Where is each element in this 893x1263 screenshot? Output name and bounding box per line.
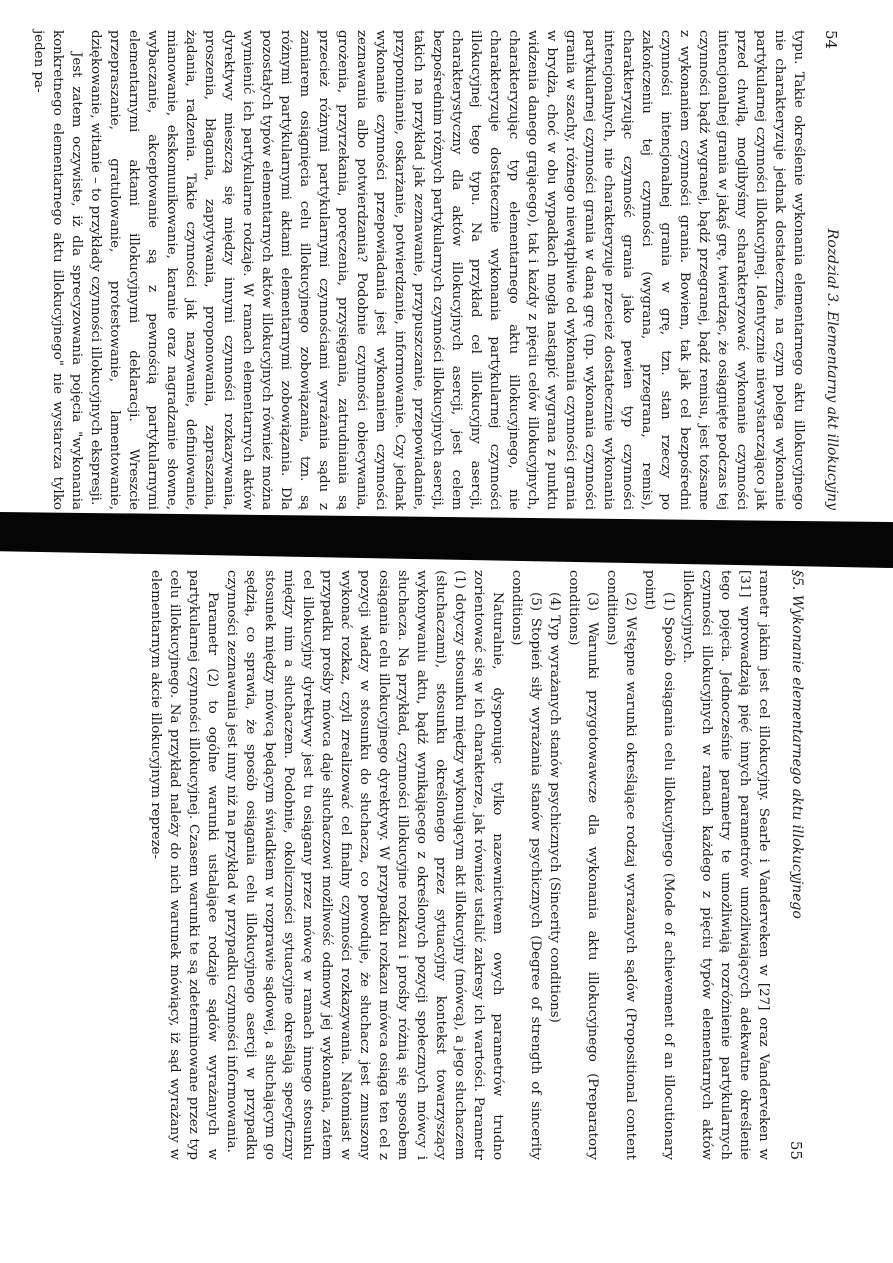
left-running-head: Rozdział 3. Elementarny akt illokucyjny xyxy=(824,228,840,510)
parameter-list-item-5: (5) Stopień siły wyrażania stanów psychicznych (Degree of strength of sincerity conditions) xyxy=(509,570,543,1160)
right-page-number: 55 xyxy=(787,1140,805,1160)
book-binding-shadow xyxy=(0,512,893,568)
right-paragraph-1: Naturalnie, dysponując tylko nazewnictwem owych parametrów trudno zorientować się w ich charakterze, jak również ustalić zakresy ich wartości. Parametr (1) dotyczy stosunku między wykonującym akt illokucyjny (mówcą), a jego słuchaczem (słuchaczami), stosunku określonego przez sytuacyjny kontekst towarzyszący wykonywaniu aktu, bądź wynikającego z określonych pozycji społecznych mówcy i słuchacza. Na przykład, czynności illokucyjne rozkazu i prośby różnią się sposobem osiągania celu illokucyjnego dyrektywy. W przypadku rozkazu mówca osiąga ten cel z pozycji władzy w stosunku do słuchacza, co powoduje, że słuchacz jest zmuszony wykonać rozkaz, czyli zrealizować cel finalny czynności rozkazywania. Natomiast w przypadku prośby mówca daje słuchaczowi możliwość odmowy jej wykonania, zatem cel illokucyjny dyrektywy jest tu osiągany przez mówcę w ramach innego stosunku między nim a słuchaczem. Podobnie, okoliczności sytuacyjne określają specyficzny stosunek między mówcą będącym świadkiem w rozprawie sądowej, a słuchającym go sędzią, co sprawia, że sposób osiągania celu illokucyjnego asercji w przypadku czynności zeznawania jest inny niż na przykład w przypadku czynności informowania. xyxy=(224,570,505,1160)
parameter-list-item-3: (3) Warunki przygotowawcze dla wykonania aktu illokucyjnego (Preparatory conditions) xyxy=(566,570,600,1160)
left-page-body xyxy=(29,30,808,510)
right-running-head: §5. Wykonanie elementarnego aktu illokucyjnego xyxy=(789,570,805,919)
right-intro-paragraph: rametr jakim jest cel illokucyjny. Searle i Vanderveken w [27] oraz Vanderveken w [31] wprowadzają pięć innych parametrów umożliwiających adekwatne określenie tego pojęcia. Jednocześnie parametry te umożliwiają rozróżnienie partykularnych czynności illokucyjnych w ramach każdego z pięciu typów elementarnych aktów illokucyjnych. xyxy=(680,570,771,1160)
left-paragraph-1: typu. Takie określenie wykonania elementarnego aktu illokucyjnego nie charakteryzuje jednak dostatecznie, na czym polega wykonanie partykularnej czynności illokucyjnej. Identycznie niewystarczająco jak przed chwilą, moglibyśmy scharakteryzować wykonanie czynności intencjonalnej grania w jakąś grę, twierdząc, że osiągnięte podczas tej czynności bądź wygranej, bądź przegranej, bądź remisu, jest tożsame z wykonaniem czynności grania. Bowiem, tak jak cel bezpośredni czynności intencjonalnej grania w grę, tzn. stan rzeczy po zakończeniu tej czynności (wygrana, przegrana, remis), charakteryzując czynność grania jako pewien typ czynności intencjonalnych, nie charakteryzuje przecież dostatecznie wykonania partykularnej czynności grania w daną grę (np. wykonania czynności grania w szachy, różnego niewątpliwie od wykonania czynności grania w brydża, choć w obu wypadkach mogła nastąpić wygrana z punktu widzenia danego grającego), tak i każdy z pięciu celów illokucyjnych, charakteryzując typ elementarnego aktu illokucyjnego, nie charakteryzuje dostatecznie wykonania partykularnej czynności illokucyjnej tego typu. Na przykład cel illokucyjny asercji, charakterystyczny dla aktów illokucyjnych asercji, jest celem bezpośrednim różnych partykularnych czynności illokucyjnych asercji, takich na przykład jak zeznawanie, przypuszczanie, przepowiadanie, przypominanie, oskarżanie, potwierdzanie, informowanie. Czy jednak wykonanie czynności przepowiadania jest wykonaniem czynności zeznawania albo potwierdzania? Podobnie czynności obiecywania, grożenia, przyrzekania, poręczenia, przysięgania, zatrudniania są przecież różnymi partykularnymi czynnościami wyrażania sądu z zamiarem osiągnięcia celu illokucyjnego zobowiązania, tzn. są różnymi partykularnymi aktami elementarnymi zobowiązania. Dla pozostałych typów elementarnych aktów illokucyjnych również można wymienić ich partykularne rodzaje. W ramach elementarnych aktów dyrektywy mieszczą się między innymi czynności rozkazywania, proszenia, błagania, zapytywania, proponowania, zapraszania, żądania, radzenia. Takie czynności jak nazywanie, definiowanie, mianowanie, ekskomunikowanie, karanie oraz nagradzanie słowne, wybaczanie, akceptowanie są z pewnością partykularnymi elementarnymi aktami illokucyjnymi deklaracji. Wreszcie przepraszanie, gratulowanie, protestowanie, lamentowanie, dziękowanie, witanie – to przykłady czynności illokucyjnych ekspresji. xyxy=(88,30,806,510)
right-page xyxy=(65,570,805,1160)
right-paragraph-2: Parametr (2) to ogólne warunki ustalające rodzaje sądów wyrażanych w partykularnej czynności illokucyjnej. Czasem warunki te są zdeterminowane przez typ celu illokucyjnego. Na przykład należy do nich warunek mówiący, iż sąd wyrażany w elementarnym akcie illokucyjnym repreze- xyxy=(148,570,220,1160)
left-page-number: 54 xyxy=(822,30,840,50)
left-page xyxy=(31,30,840,510)
parameter-list-item-2: (2) Wstępne warunki określające rodzaj wyrażanych sądów (Propositional content conditions) xyxy=(604,570,638,1160)
right-page-body xyxy=(146,570,773,1160)
left-paragraph-2: Jest zatem oczywiste, iż dla sprecyzowania pojęcia "wykonania konkretnego elementarnego aktu illokucyjnego" nie wystarcza tylko jeden pa- xyxy=(31,30,84,510)
parameter-list-item-4: (4) Typ wyrażanych stanów psychicznych (Sincerity conditions) xyxy=(547,592,562,1023)
right-page-header xyxy=(783,570,805,1160)
parameter-list-item-1: (1) Sposób osiągania celu illokucyjnego (Mode of achievement of an illocutionary point) xyxy=(642,570,676,1160)
left-page-header xyxy=(818,30,840,510)
